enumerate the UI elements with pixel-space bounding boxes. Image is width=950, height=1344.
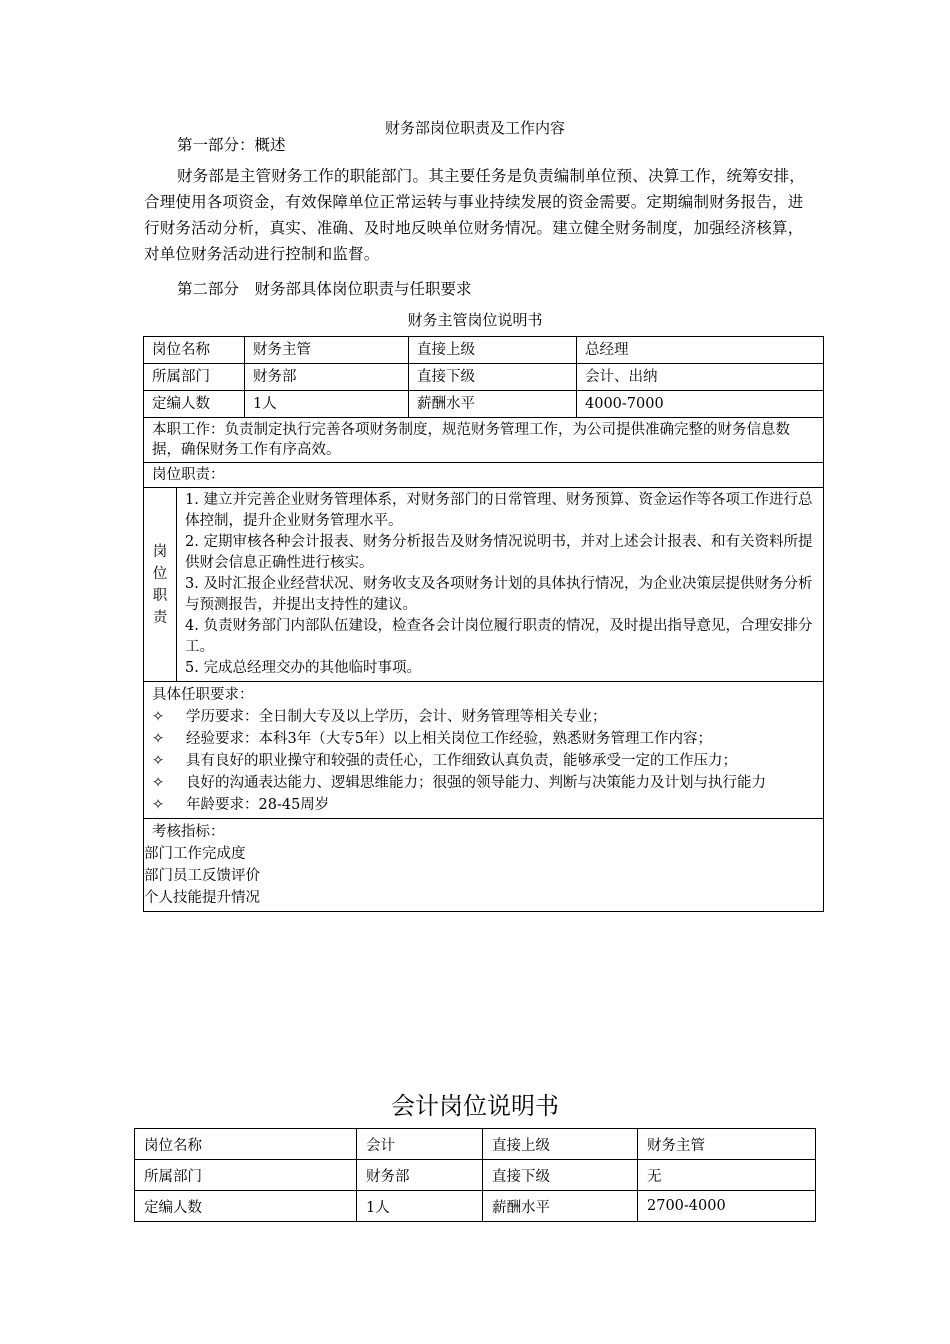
requirements-heading: 具体任职要求： (152, 687, 254, 703)
list-item: 1. 建立并完善企业财务管理体系，对财务部门的日常管理、财务预算、资金运作等各项工作进行总体控制，提升企业财务管理水平。 (185, 492, 813, 529)
duty-heading: 岗位职责： (144, 463, 824, 488)
requirements-row (144, 682, 824, 819)
cell-label: 所属部门 (135, 1160, 357, 1191)
cell-value: 财务主管 (638, 1129, 816, 1160)
table-row (144, 391, 824, 418)
main-duty-text: 本职工作：负责制定执行完善各项财务制度，规范财务管理工作，为公司提供准确完整的财务信息数据，确保财务工作有序高效。 (144, 418, 824, 463)
intro-paragraph: 财务部是主管财务工作的职能部门。其主要任务是负责编制单位预、决算工作，统筹安排，合理使用各项资金，有效保障单位正常运转与事业持续发展的资金需要。定期编制财务报告，进行财务活动分析，真实、准确、及时地反映单位财务情况。建立健全财务制度，加强经济核算，对单位财务活动进行控制和监督。 (144, 167, 806, 263)
bullet-icon: ✧ (152, 753, 165, 769)
accountant-table (134, 1128, 816, 1222)
section2-heading: 第二部分 财务部具体岗位职责与任职要求 (177, 280, 472, 298)
main-duty-row (144, 418, 824, 463)
table2-title: 会计岗位说明书 (391, 1092, 559, 1120)
cell-label: 定编人数 (135, 1191, 357, 1222)
list-item: 个人技能提升情况 (144, 890, 260, 906)
cell-value: 4000-7000 (577, 391, 824, 418)
kpi-row (144, 819, 824, 912)
document-title: 财务部岗位职责及工作内容 (384, 119, 565, 137)
list-item: ✧ 经验要求：本科3年（大专5年）以上相关岗位工作经验，熟悉财务管理工作内容； (152, 728, 815, 750)
bullet-icon: ✧ (152, 709, 165, 725)
cell-label: 岗位名称 (144, 337, 245, 364)
cell-value: 财务主管 (245, 337, 409, 364)
cell-label: 直接上级 (483, 1129, 638, 1160)
list-item: 3. 及时汇报企业经营状况、财务收支及各项财务计划的具体执行情况，为企业决策层提供财务分析与预测报告，并提出支持性的建议。 (185, 576, 813, 613)
table1-title: 财务主管岗位说明书 (407, 311, 543, 329)
cell-label: 直接下级 (483, 1160, 638, 1191)
list-item: 部门员工反馈评价 (144, 868, 260, 884)
cell-value: 财务部 (357, 1160, 483, 1191)
list-item: ✧ 年龄要求：28-45周岁 (152, 794, 815, 816)
list-item: ✧ 具有良好的职业操守和较强的责任心，工作细致认真负责，能够承受一定的工作压力； (152, 750, 815, 772)
cell-value: 1人 (357, 1191, 483, 1222)
duties-row (144, 488, 824, 682)
duty-list (177, 488, 824, 682)
cell-value: 无 (638, 1160, 816, 1191)
section1-heading: 第一部分：概述 (177, 136, 286, 154)
cell-value: 会计、出纳 (577, 364, 824, 391)
list-item: ✧ 学历要求：全日制大专及以上学历，会计、财务管理等相关专业； (152, 706, 815, 728)
table-row (144, 337, 824, 364)
cell-value: 财务部 (245, 364, 409, 391)
cell-value: 会计 (357, 1129, 483, 1160)
duty-side-label: 岗 位 职 责 (144, 488, 177, 682)
cell-value: 1人 (245, 391, 409, 418)
cell-value: 2700-4000 (638, 1191, 816, 1222)
cell-label: 薪酬水平 (483, 1191, 638, 1222)
list-item: 2. 定期审核各种会计报表、财务分析报告及财务情况说明书，并对上述会计报表、和有关资料所提供财会信息正确性进行核实。 (185, 534, 813, 571)
cell-label: 直接上级 (409, 337, 577, 364)
cell-value: 总经理 (577, 337, 824, 364)
bullet-icon: ✧ (152, 797, 165, 813)
list-item: 4. 负责财务部门内部队伍建设，检查各会计岗位履行职责的情况，及时提出指导意见，合理安排分工。 (185, 618, 813, 655)
table-row (135, 1129, 816, 1160)
list-item: 5. 完成总经理交办的其他临时事项。 (185, 660, 421, 676)
table-row (135, 1191, 816, 1222)
finance-manager-table (143, 336, 824, 912)
cell-label: 薪酬水平 (409, 391, 577, 418)
cell-label: 直接下级 (409, 364, 577, 391)
cell-label: 所属部门 (144, 364, 245, 391)
cell-label: 定编人数 (144, 391, 245, 418)
table-row (135, 1160, 816, 1191)
table-row (144, 364, 824, 391)
bullet-icon: ✧ (152, 775, 165, 791)
kpi-heading: 考核指标： (152, 824, 225, 840)
kpi-cell (144, 819, 824, 912)
requirements-cell (144, 682, 824, 819)
duty-heading-row (144, 463, 824, 488)
cell-label: 岗位名称 (135, 1129, 357, 1160)
list-item: 部门工作完成度 (144, 846, 246, 862)
list-item: ✧ 良好的沟通表达能力、逻辑思维能力；很强的领导能力、判断与决策能力及计划与执行能力 (152, 772, 815, 794)
bullet-icon: ✧ (152, 731, 165, 747)
